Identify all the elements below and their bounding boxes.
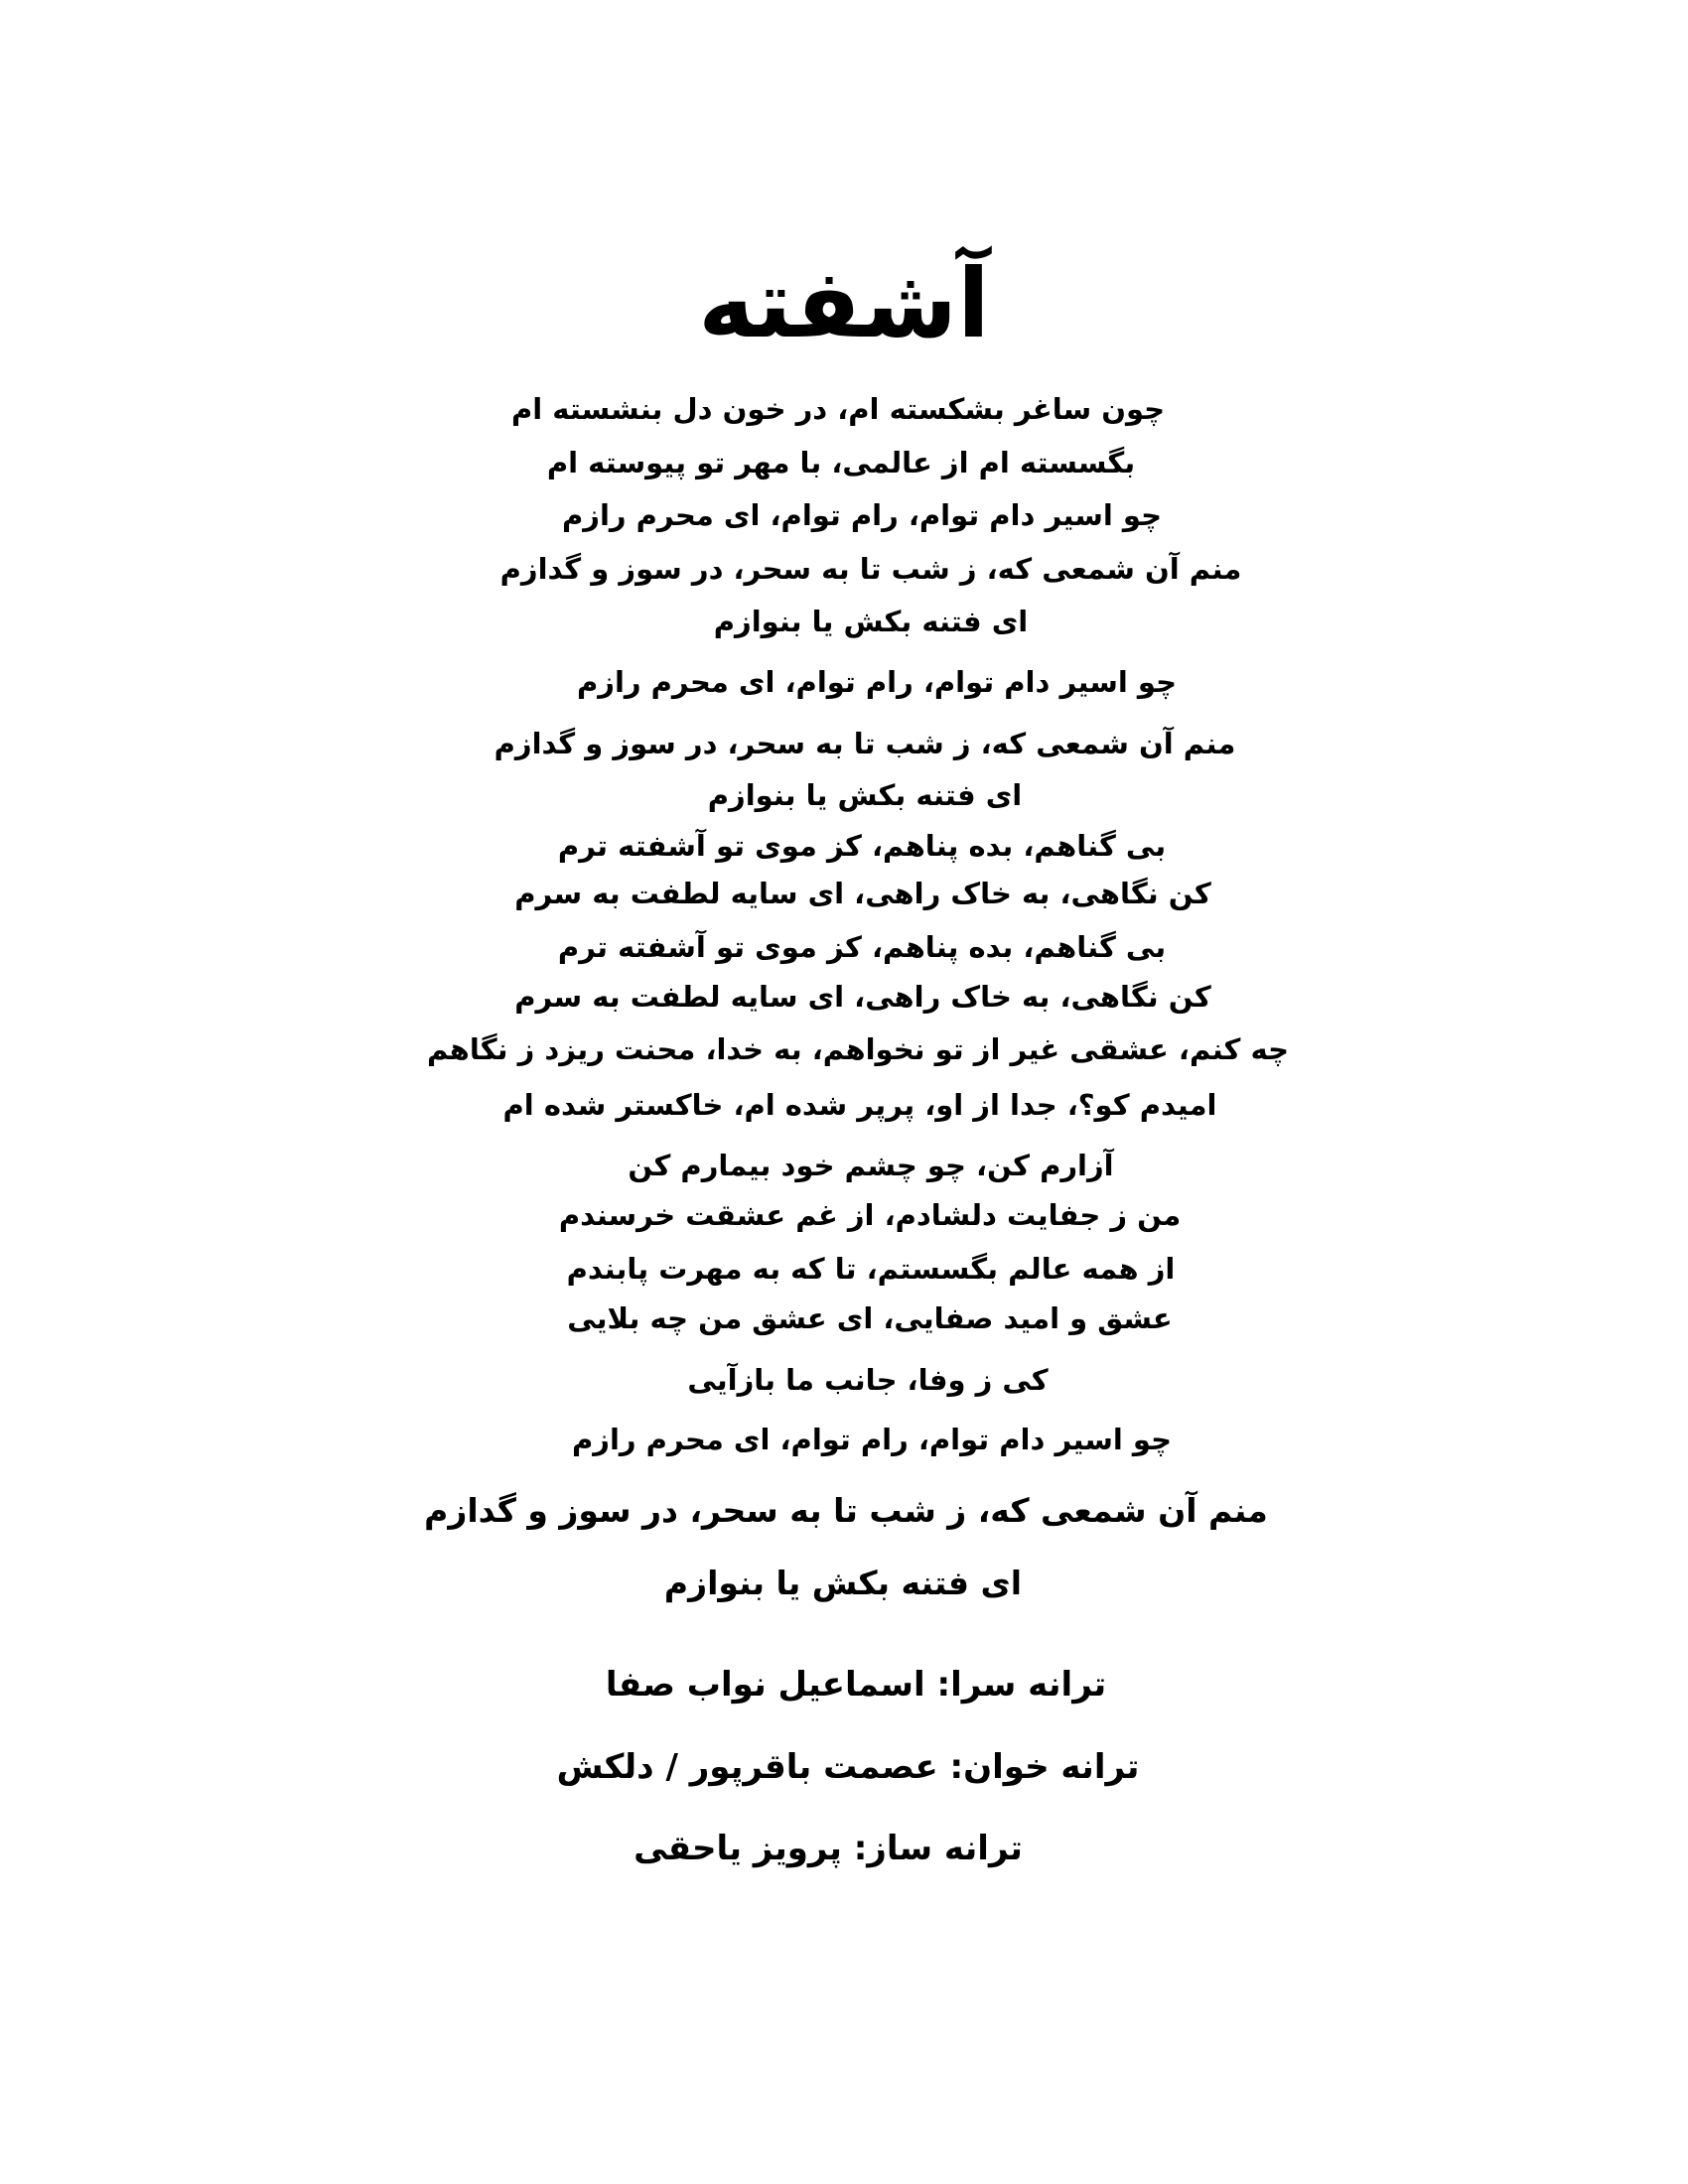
- poem-line: کی ز وفا، جانب ما بازآیی: [687, 1363, 1049, 1397]
- poem-line: ای فتنه بکش یا بنوازم: [707, 778, 1023, 812]
- poem-line: بگسسته ام از عالمی، با مهر تو پیوسته ام: [546, 446, 1136, 479]
- poem-line: بی گناهم، بده پناهم، کز موی تو آشفته ترم: [557, 829, 1167, 863]
- composer-credit: ترانه ساز: پرویز یاحقی: [633, 1829, 1023, 1868]
- poem-line: چو اسیر دام توام، رام توام، ای محرم رازم: [577, 665, 1177, 699]
- poem-line: چو اسیر دام توام، رام توام، ای محرم رازم: [562, 498, 1162, 532]
- poem-line: چه کنم، عشقی غیر از تو نخواهم، به خدا، محنت ریزد ز نگاهم: [427, 1032, 1289, 1066]
- poem-line: چون ساغر بشکسته ام، در خون دل بنشسته ام: [510, 392, 1166, 426]
- poem-line: عشق و امید صفایی، ای عشق من چه بلایی: [567, 1301, 1173, 1335]
- poem-line: من ز جفایت دلشادم، از غم عشقت خرسندم: [558, 1198, 1182, 1232]
- poem-line: بی گناهم، بده پناهم، کز موی تو آشفته ترم: [557, 930, 1167, 964]
- poem-line: ای فتنه بکش یا بنوازم: [663, 1564, 1023, 1602]
- poem-line: منم آن شمعی که، ز شب تا به سحر، در سوز و گدازم: [424, 1491, 1268, 1530]
- poem-line: امیدم کو؟، جدا از او، پرپر شده ام، خاکستر شده ام: [502, 1088, 1217, 1122]
- poem-line: چو اسیر دام توام، رام توام، ای محرم رازم: [572, 1423, 1172, 1456]
- poem-line: منم آن شمعی که، ز شب تا به سحر، در سوز و گدازم: [499, 552, 1242, 586]
- poem-line: آزارم کن، چو چشم خود بیمارم کن: [628, 1149, 1114, 1182]
- poem-line: ای فتنه بکش یا بنوازم: [713, 605, 1029, 638]
- poem-line: کن نگاهی، به خاک راهی، ای سایه لطفت به سرم: [514, 980, 1211, 1014]
- poem-title: آشفته: [698, 248, 990, 359]
- poem-line: منم آن شمعی که، ز شب تا به سحر، در سوز و گدازم: [493, 727, 1236, 760]
- poem-line: از همه عالم بگسستم، تا که به مهرت پابندم: [566, 1252, 1176, 1286]
- singer-credit: ترانه خوان: عصمت باقرپور / دلکش: [556, 1747, 1140, 1787]
- poem-line: کن نگاهی، به خاک راهی، ای سایه لطفت به سرم: [514, 877, 1211, 910]
- lyricist-credit: ترانه سرا: اسماعیل نواب صفا: [605, 1665, 1107, 1705]
